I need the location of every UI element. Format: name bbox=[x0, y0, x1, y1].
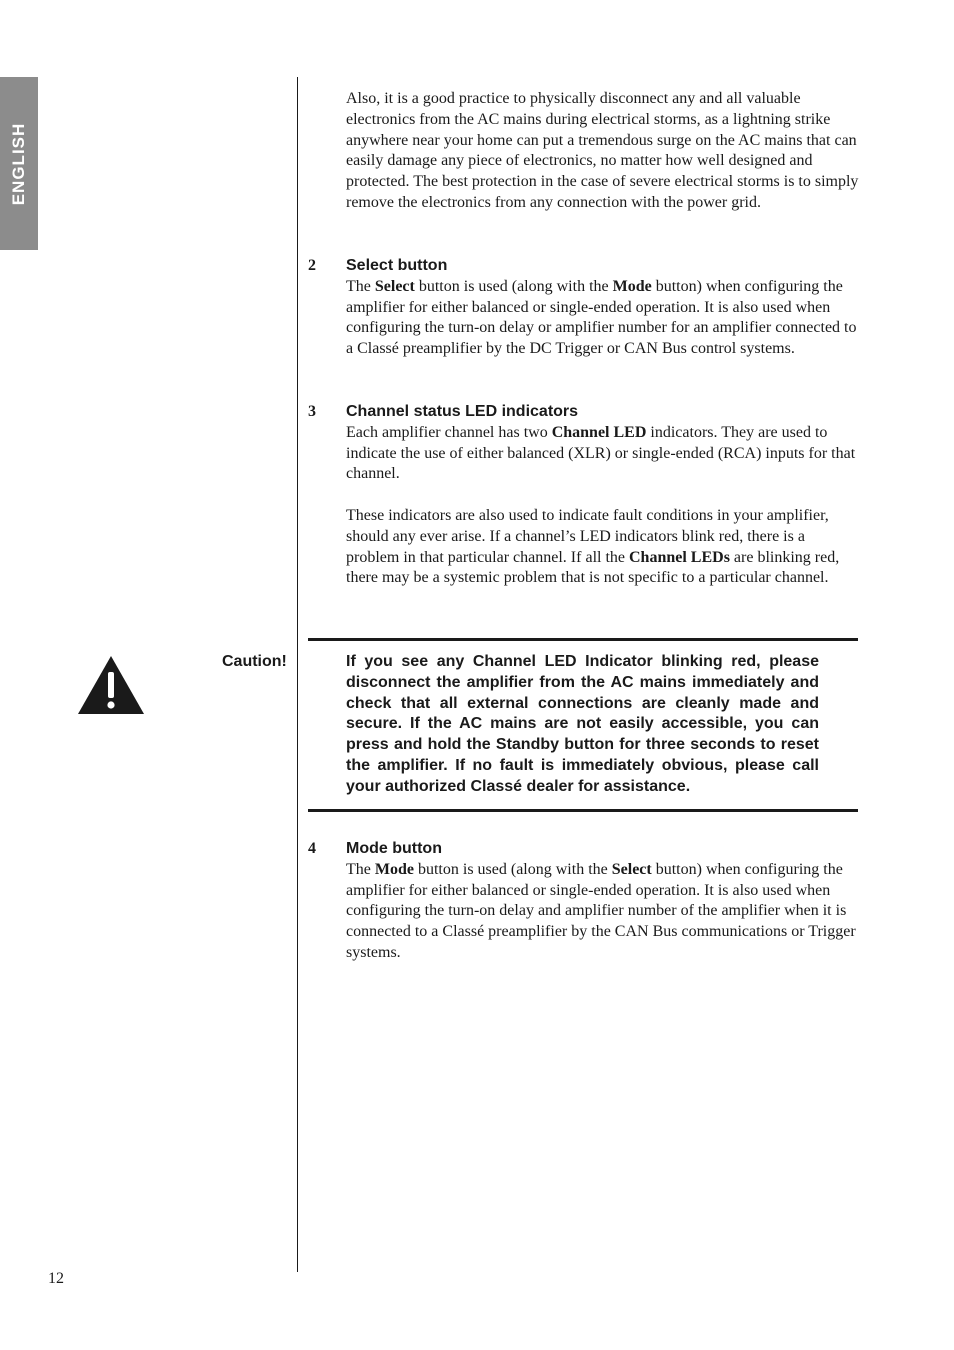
item-channel-status-led bbox=[346, 402, 860, 589]
item-title: Channel status LED indicators bbox=[346, 403, 579, 420]
item-select-button bbox=[346, 256, 860, 360]
item-description: Each amplifier channel has two Channel LED indicators. They are used to indicate the use of either balanced (XLR) or single-ended (RCA) inputs for that channel. bbox=[346, 423, 856, 483]
item-number-2: 2 bbox=[308, 257, 316, 274]
caution-label: Caution! bbox=[222, 653, 287, 670]
caution-top-rule bbox=[308, 638, 858, 641]
language-tab bbox=[0, 77, 38, 250]
item-number-4: 4 bbox=[308, 840, 316, 857]
item-description: The Mode button is used (along with the Select button) when configuring the amplifier for either balanced or single-ended operation. It is also used when configuring the turn-on delay and amplifier number of the amplifier when it is connected to a Classé preamplifier by the CAN Bus communications or Trigger systems. bbox=[346, 860, 856, 961]
language-tab-label: ENGLISH bbox=[9, 122, 28, 205]
intro-paragraph: Also, it is a good practice to physically disconnect any and all valuable electronics from the AC mains during electrical storms, as a lightning strike anywhere near your home can put a tremendous surge on the AC mains that can easily damage any piece of electronics, no matter how well designed and protected. The best protection in the case of severe electrical storms is to simply remove the electronics from any connection with the power grid. bbox=[346, 90, 859, 211]
item-title: Mode button bbox=[346, 840, 442, 857]
caution-text: If you see any Channel LED Indicator blinking red, please disconnect the amplifier from the AC mains immediately and check that all external connections are cleanly made and secure. If the AC mains are not easily accessible, you can press and hold the Standby button for three seconds to reset the amplifier. If no fault is immediately obvious, please call your authorized Classé dealer for assistance. bbox=[346, 653, 819, 795]
caution-bottom-rule bbox=[308, 809, 858, 812]
item-mode-button bbox=[346, 839, 860, 964]
item-description: The Select button is used (along with the Mode button) when configuring the amplifier for either balanced or single-ended operation. It is also used when configuring the turn-on delay or amplifier number for an amplifier connected to a Classé preamplifier by the DC Trigger or CAN Bus control systems. bbox=[346, 277, 857, 358]
column-divider bbox=[297, 77, 298, 1272]
page-number: 12 bbox=[48, 1270, 64, 1287]
warning-triangle-icon bbox=[76, 654, 146, 716]
item-title: Select button bbox=[346, 257, 448, 274]
intro-section bbox=[346, 89, 860, 214]
item-description-2: These indicators are also used to indicate fault conditions in your amplifier, should any ever arise. If a channel’s LED indicators blink red, there is a problem in that particular channel. If all the Channel LEDs are blinking red, there may be a systemic problem that is not specific to a particular channel. bbox=[346, 506, 840, 587]
item-number-3: 3 bbox=[308, 403, 316, 420]
